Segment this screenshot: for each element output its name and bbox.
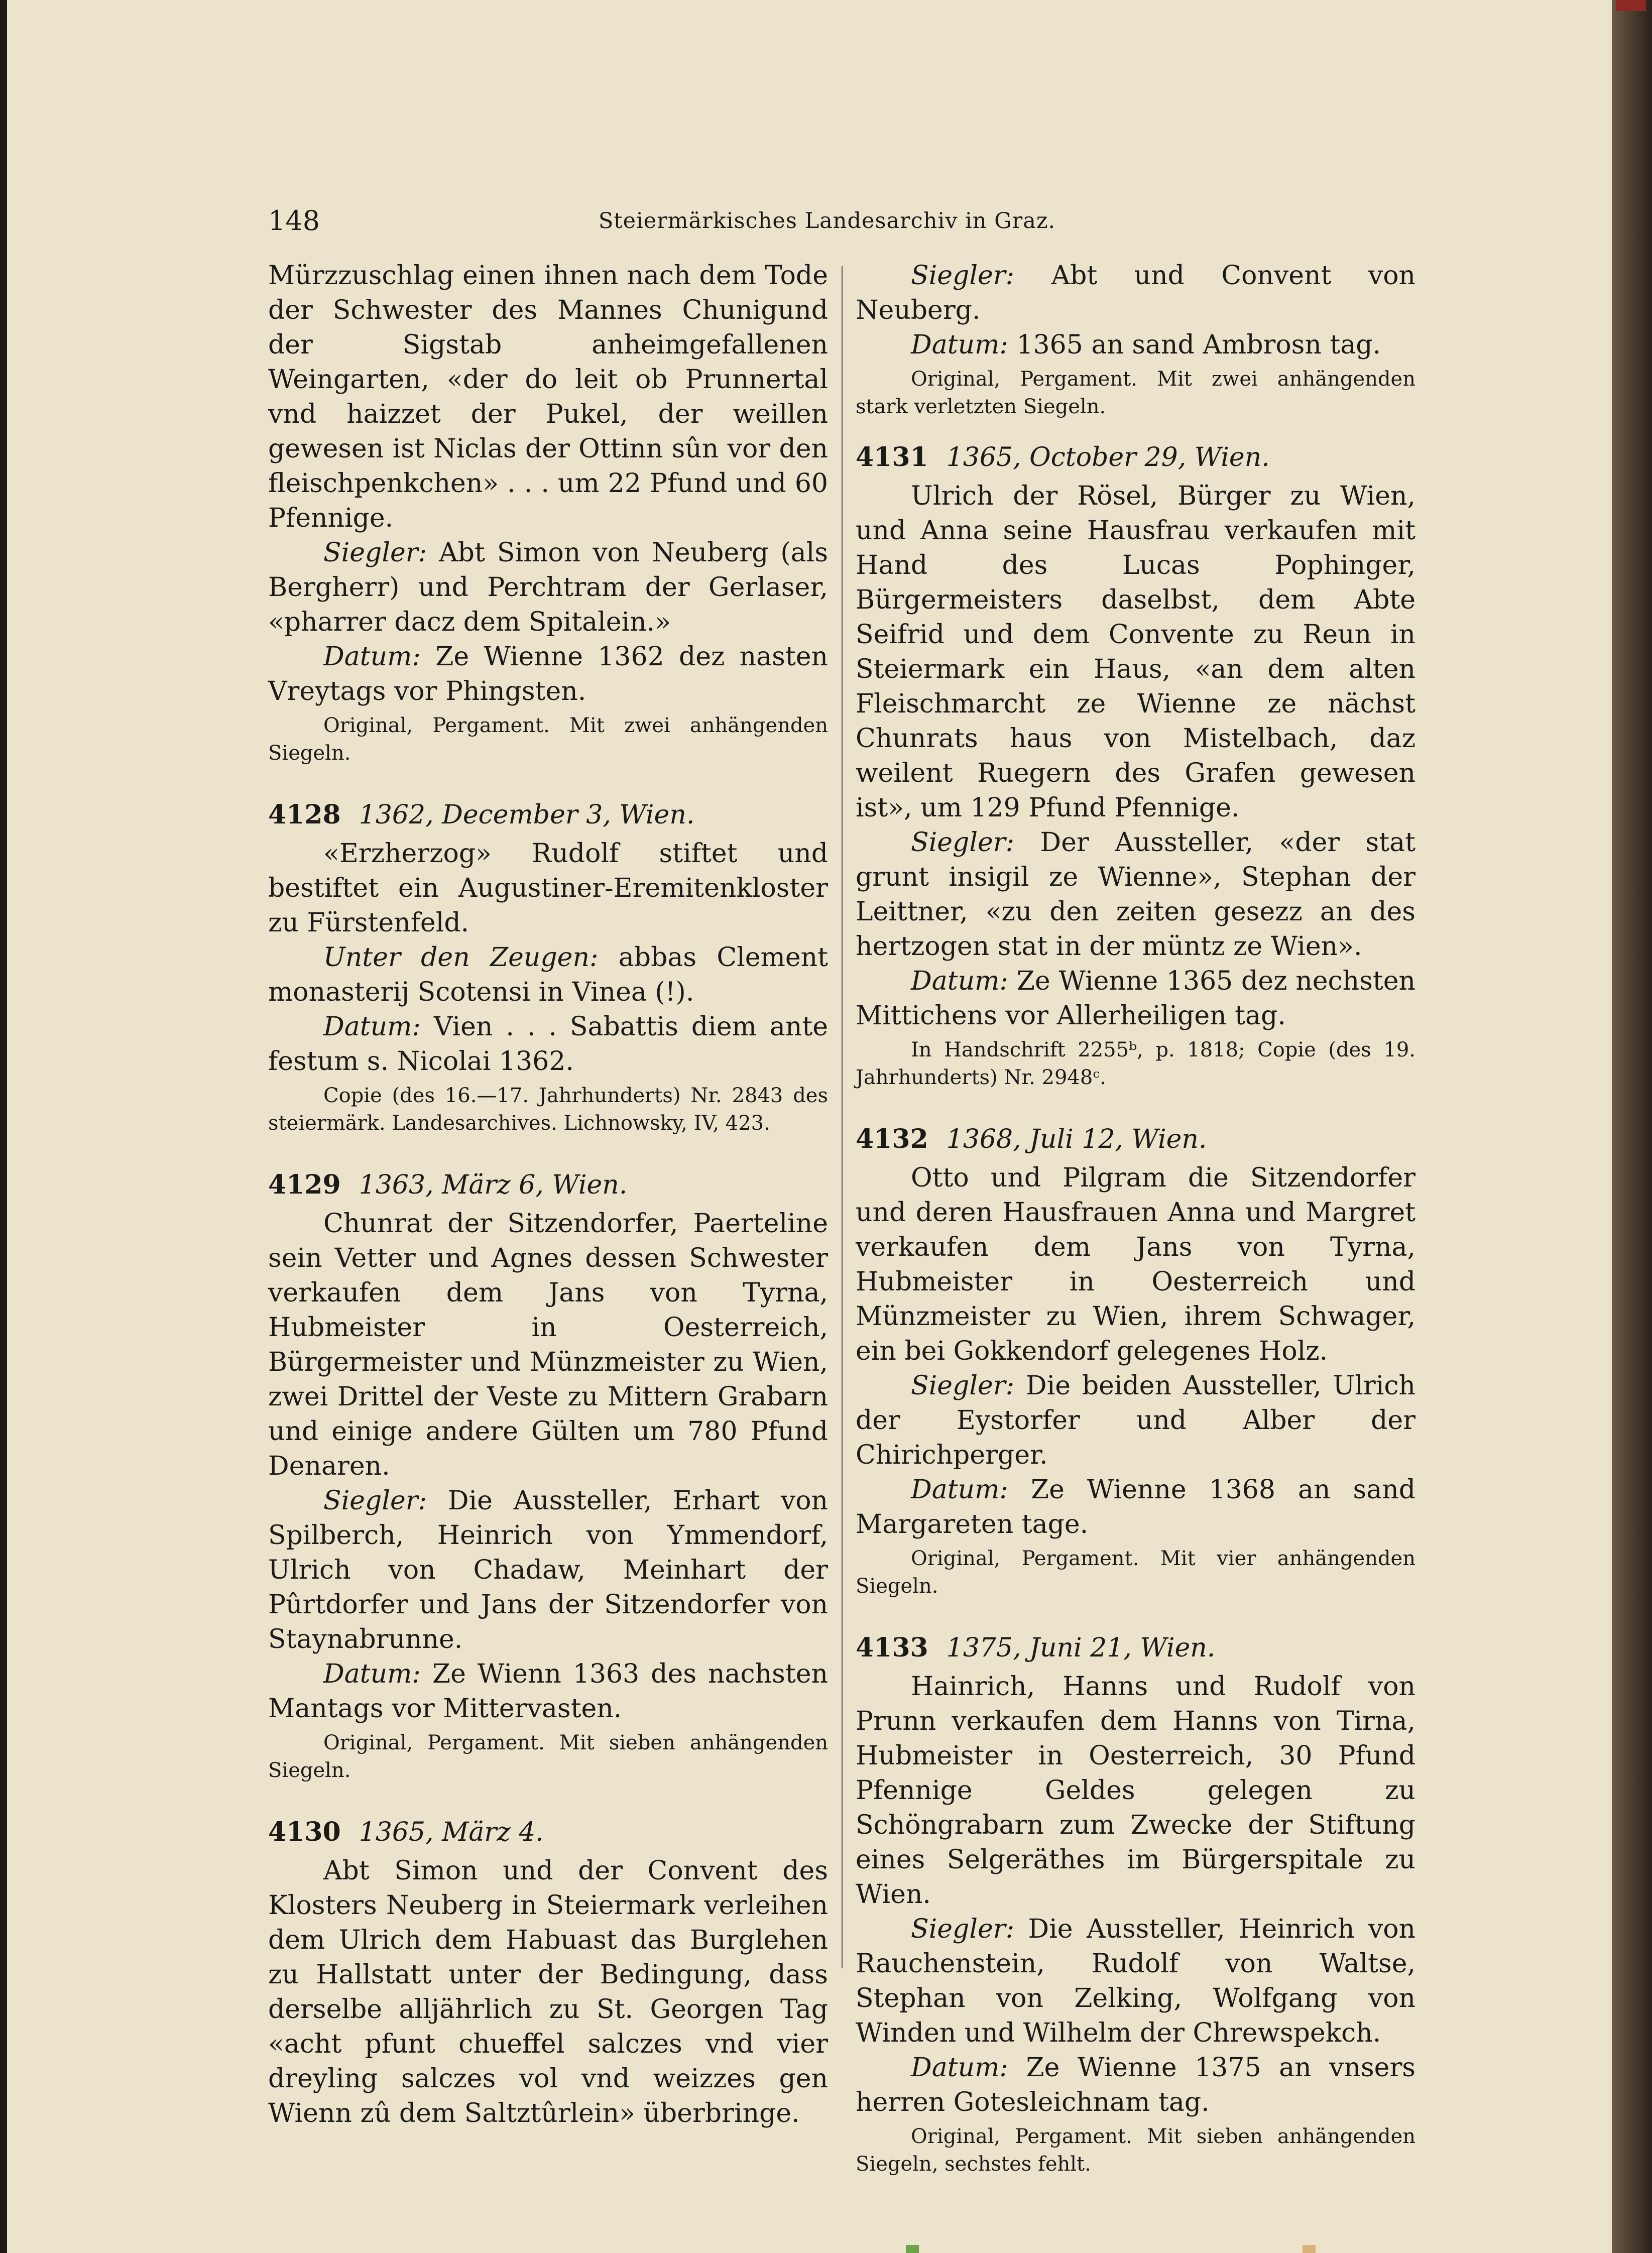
entry-number: 4132 [856,1124,928,1154]
source-note: Original, Pergament. Mit sieben anhängenden Siegeln. [268,1731,828,1782]
page-number: 148 [268,205,320,236]
source-note: Original, Pergament. Mit zwei anhängenden Siegeln. [268,714,828,765]
zeugen-label: Unter den Zeugen: [323,942,599,973]
siegler-text: Der Aussteller, «der stat grunt insigil ze Wienne», Stephan der Leittner, «zu den zeiten gesezz an des hertzogen stat in der müntz ze Wien». [856,827,1415,962]
datum-label: Datum: [911,330,1008,360]
siegler-text: Abt Simon von Neuberg (als Bergherr) und Perchtram der Gerlaser, «pharrer dacz dem Spitalein.» [268,538,828,637]
datum-label: Datum: [323,1659,421,1689]
entry-number: 4133 [856,1632,928,1663]
datum-line [856,2051,1415,2120]
datum-text: Ze Wienne 1375 an vnsers herren Gotesleichnam tag. [856,2053,1415,2117]
entry-text: Abt Simon und der Convent des Klosters Neuberg in Steiermark verleihen dem Ulrich dem Habuast das Burglehen zu Hallstatt unter der Bedingung, dass derselbe alljährlich zu St. Georgen Tag «acht pfunt chueffel salczes vnd vier dreyling salczes vol vnd weizzes gen Wienn zû dem Saltztûrlein» überbringe. [268,1856,828,2128]
siegler-label: Siegler: [323,538,427,568]
binding-red-mark [1616,0,1646,11]
siegler-line [856,825,1415,964]
color-bar-tan [1303,2245,1316,2253]
entry-number: 4131 [856,442,928,472]
datum-text: Ze Wienn 1363 des nachsten Mantags vor Mittervasten. [268,1659,828,1724]
entry-date: 1365, October 29, Wien. [946,442,1270,472]
datum-line [268,1010,828,1079]
entry-text: Chunrat der Sitzendorfer, Paerteline sein Vetter und Agnes dessen Schwester verkaufen dem Jans von Tyrna, Hubmeister in Oesterreich, Bürgermeister und Münzmeister zu Wien, zwei Drittel der Veste zu Mittern Grabarn und einige andere Gülten um 780 Pfund Denaren. [268,1209,828,1481]
page-header [268,201,1386,241]
running-title: Steiermärkisches Landesarchiv in Graz. [598,208,1056,233]
entry-heading-4133 [856,1630,1415,1666]
entry-text: Otto und Pilgram die Sitzendorfer und deren Hausfrauen Anna und Margret verkaufen dem Jans von Tyrna, Hubmeister in Oesterreich und Münzmeister zu Wien, ihrem Schwager, ein bei Gokkendorf gelegenes Holz. [856,1163,1415,1366]
datum-line [856,328,1415,363]
datum-label: Datum: [911,2053,1008,2083]
siegler-label: Siegler: [911,1914,1015,1944]
entry-text: Hainrich, Hanns und Rudolf von Prunn verkaufen dem Hanns von Tirna, Hubmeister in Oesterreich, 30 Pfund Pfennige Geldes gelegen zu Schöngrabarn zum Zwecke der Stiftung eines Selgeräthes im Bürgerspitale zu Wien. [856,1672,1415,1910]
entry-heading-4128 [268,797,828,833]
siegler-text: Abt und Convent von Neuberg. [856,261,1416,325]
siegler-label: Siegler: [911,1371,1015,1401]
zeugen-line [268,940,828,1010]
entry-date: 1375, Juni 21, Wien. [946,1633,1216,1663]
datum-text: Ze Wienne 1362 dez nasten Vreytags vor Phingsten. [268,642,829,706]
siegler-line [268,1484,828,1657]
datum-line [856,964,1415,1033]
datum-label: Datum: [911,1475,1008,1505]
color-bar-green [906,2245,919,2253]
entry-heading-4131 [856,440,1415,475]
entry-number: 4129 [268,1169,341,1200]
source-note: Original, Pergament. Mit zwei anhängenden stark verletzten Siegeln. [856,368,1415,418]
datum-line [268,640,828,709]
siegler-text: Die beiden Aussteller, Ulrich der Eystorfer und Alber der Chirichperger. [856,1371,1416,1470]
entry-date: 1368, Juli 12, Wien. [946,1124,1207,1154]
entry-date: 1362, December 3, Wien. [359,800,695,830]
entry-date: 1363, März 6, Wien. [359,1170,628,1200]
siegler-label: Siegler: [911,261,1015,291]
siegler-label: Siegler: [911,827,1015,858]
entry-heading-4132 [856,1122,1415,1157]
source-note: Original, Pergament. Mit vier anhängenden Siegeln. [856,1547,1415,1598]
source-note: Copie (des 16.—17. Jahrhunderts) Nr. 2843 des steiermärk. Landesarchives. Lichnowsky, IV, 423. [268,1084,828,1135]
siegler-label: Siegler: [323,1486,427,1516]
source-note: In Handschrift 2255ᵇ, p. 1818; Copie (des 19. Jahrhunderts) Nr. 2948ᶜ. [856,1038,1415,1089]
siegler-line [856,1369,1415,1473]
siegler-line [268,536,828,640]
entry-number: 4128 [268,799,341,830]
datum-text: 1365 an sand Ambrosn tag. [1016,330,1381,360]
datum-text: Ze Wienne 1368 an sand Margareten tage. [856,1475,1415,1539]
entry-heading-4130 [268,1815,828,1850]
datum-text: Vien . . . Sabattis diem ante festum s. Nicolai 1362. [268,1012,828,1077]
book-binding-edge [1612,0,1652,2253]
entry-number: 4130 [268,1817,341,1847]
siegler-text: Die Aussteller, Heinrich von Rauchenstein, Rudolf von Waltse, Stephan von Zelking, Wolfgang von Winden und Wilhelm der Chrewspekch. [856,1914,1415,2048]
left-column [268,259,828,2131]
entry-text: Ulrich der Rösel, Bürger zu Wien, und Anna seine Hausfrau verkaufen mit Hand des Lucas Pophinger, Bürgermeisters daselbst, dem Abte Seifrid und dem Convente zu Reun in Steiermark ein Haus, «an dem alten Fleischmarcht ze Wienne ze nächst Chunrats haus von Mistelbach, daz weilent Ruegern des Grafen gewesen ist», um 129 Pfund Pfennige. [856,481,1415,823]
column-divider [842,266,843,1968]
right-column [856,259,1415,2178]
continued-text: Mürzzuschlag einen ihnen nach dem Tode der Schwester des Mannes Chunigund der Sigstab anheimgefallenen Weingarten, «der do leit ob Prunnertal vnd haizzet der Pukel, der weillen gewesen ist Niclas der Ottinn sûn vor den fleischpenkchen» . . . um 22 Pfund und 60 Pfennige. [268,261,828,533]
source-note: Original, Pergament. Mit sieben anhängenden Siegeln, sechstes fehlt. [856,2125,1415,2176]
entry-text: «Erzherzog» Rudolf stiftet und bestiftet ein Augustiner-Eremitenkloster zu Fürstenfeld. [268,839,828,938]
entry-date: 1365, März 4. [359,1817,544,1847]
datum-label: Datum: [911,966,1008,996]
siegler-line [856,259,1415,328]
zeugen-text: abbas Clement monasterij Scotensi in Vinea (!). [268,942,829,1007]
datum-label: Datum: [323,642,421,672]
datum-label: Datum: [323,1012,421,1042]
entry-heading-4129 [268,1167,828,1203]
datum-line [856,1473,1415,1542]
datum-text: Ze Wienne 1365 dez nechsten Mittichens vor Allerheiligen tag. [856,966,1415,1031]
siegler-line [856,1912,1415,2051]
datum-line [268,1657,828,1726]
book-page [7,0,1612,2253]
siegler-text: Die Aussteller, Erhart von Spilberch, Heinrich von Ymmendorf, Ulrich von Chadaw, Meinhart der Pûrtdorfer und Jans der Sitzendorfer von Staynabrunne. [268,1486,829,1654]
